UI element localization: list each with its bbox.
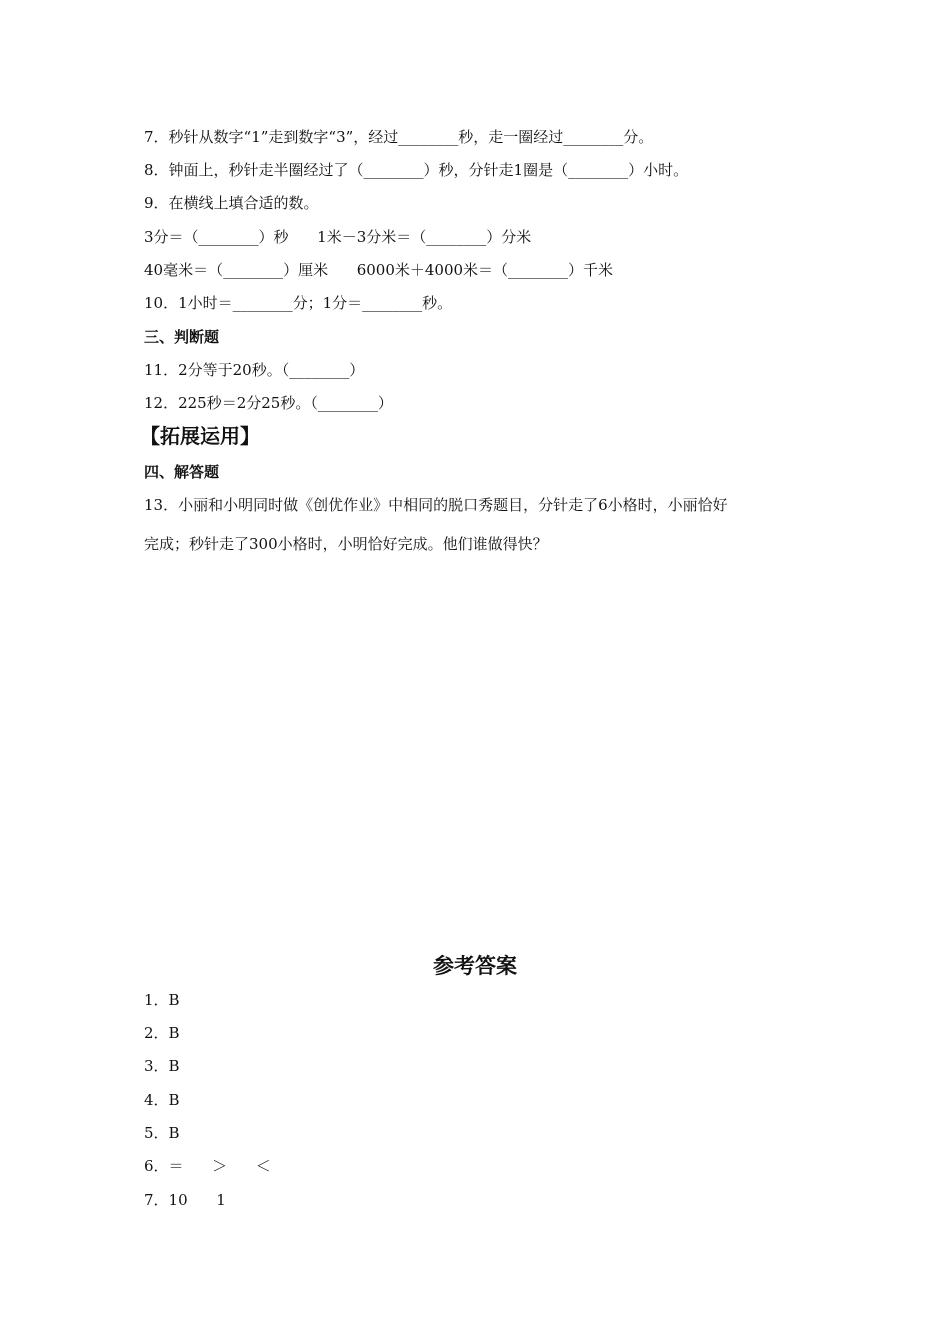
question-9-row-2: 40毫米＝（________）厘米 6000米＋4000米＝（________）千米 xyxy=(144,261,614,279)
question-10: 10．1小时＝________分；1分＝________秒。 xyxy=(144,294,453,312)
answer-item: 2．B xyxy=(144,1024,180,1042)
answer-item: 5．B xyxy=(144,1124,180,1142)
answers-title: 参考答案 xyxy=(433,954,517,978)
answer-item: 1．B xyxy=(144,991,180,1009)
question-13-line-2: 完成；秒针走了300小格时，小明恰好完成。他们谁做得快？ xyxy=(144,535,548,553)
question-12: 12．225秒＝2分25秒。（________） xyxy=(144,394,393,412)
question-9: 9．在横线上填合适的数。 xyxy=(144,194,319,212)
question-8: 8．钟面上，秒针走半圈经过了（________）秒，分针走1圈是（________）小时。 xyxy=(144,161,689,179)
question-13-line-1: 13．小丽和小明同时做《创优作业》中相同的脱口秀题目，分针走了6小格时，小丽恰好 xyxy=(144,496,728,514)
question-9-row-1: 3分＝（________）秒 1米－3分米＝（________）分米 xyxy=(144,228,532,246)
question-11: 11．2分等于20秒。（________） xyxy=(144,361,365,379)
section-heading-judgement: 三、判断题 xyxy=(144,328,220,346)
answer-item: 7．10 1 xyxy=(144,1191,226,1209)
answer-item: 6．＝ ＞ ＜ xyxy=(144,1157,271,1175)
section-heading-answer-questions: 四、解答题 xyxy=(144,463,220,481)
section-heading-extension: 【拓展运用】 xyxy=(140,424,260,448)
answer-item: 4．B xyxy=(144,1091,180,1109)
question-7: 7．秒针从数字“1”走到数字“3”，经过________秒，走一圈经过________分。 xyxy=(144,128,654,146)
answer-item: 3．B xyxy=(144,1057,180,1075)
